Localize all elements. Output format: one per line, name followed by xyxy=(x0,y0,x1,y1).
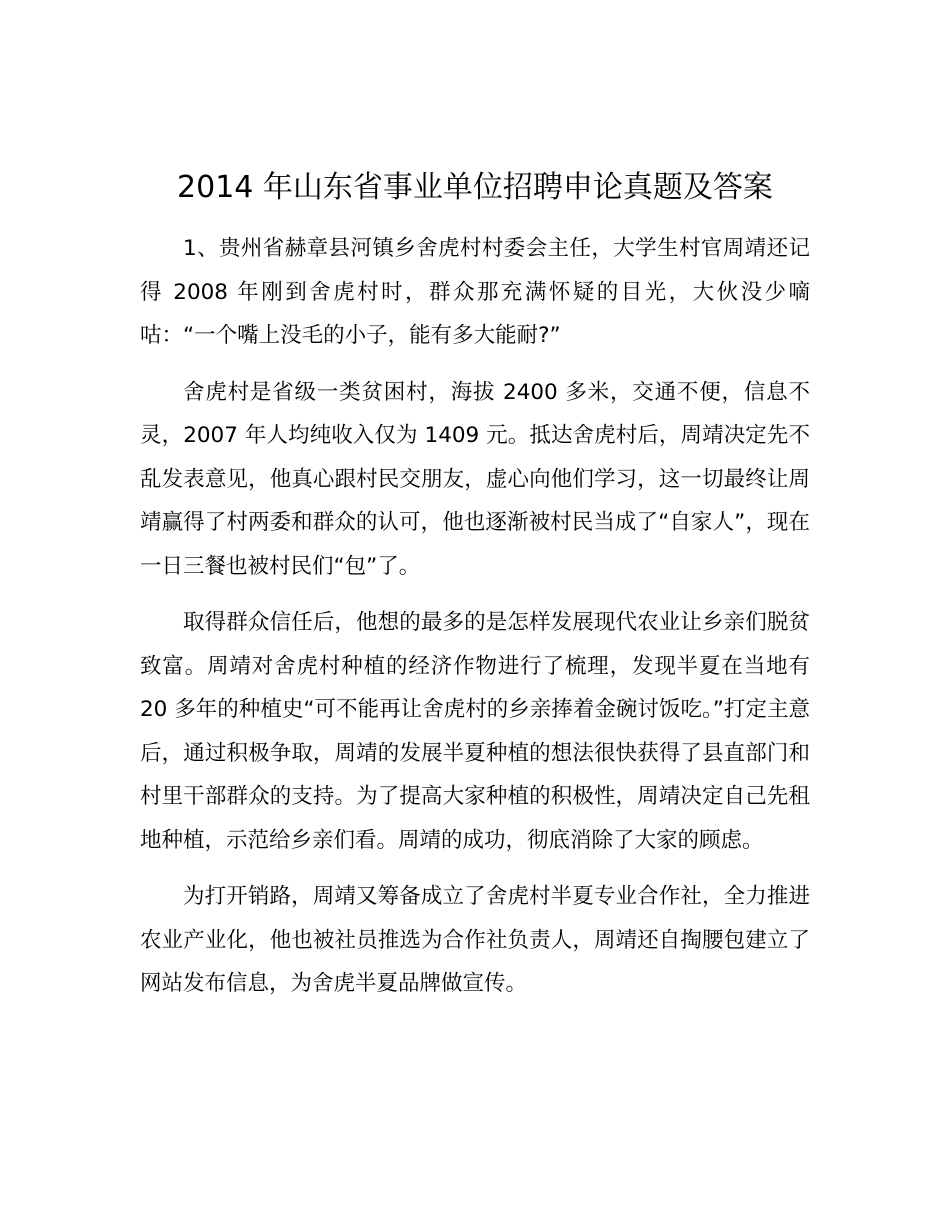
document-body xyxy=(140,227,810,1019)
paragraph-1: 1、贵州省赫章县河镇乡舍虎村村委会主任，大学生村官周靖还记得 2008 年刚到舍虎村时，群众那充满怀疑的目光，大伙没少嘀咕：“一个嘴上没毛的小子，能有多大能耐?” xyxy=(140,236,810,348)
paragraph-3: 取得群众信任后，他想的最多的是怎样发展现代农业让乡亲们脱贫致富。周靖对舍虎村种植的经济作物进行了梳理，发现半夏在当地有 20 多年的种植史“可不能再让舍虎村的乡亲捧着金碗讨饭吃。”打定主意后，通过积极争取，周靖的发展半夏种植的想法很快获得了县直部门和村里干部群众的支持。为了提高大家种植的积极性，周靖决定自己先租地种植，示范给乡亲们看。周靖的成功，彻底消除了大家的顾虑。 xyxy=(140,610,810,853)
paragraph-4: 为打开销路，周靖又筹备成立了舍虎村半夏专业合作社，全力推进农业产业化，他也被社员推选为合作社负责人，周靖还自掏腰包建立了网站发布信息，为舍虎半夏品牌做宣传。 xyxy=(140,884,810,996)
paragraph-2: 舍虎村是省级一类贫困村，海拔 2400 多米，交通不便，信息不灵，2007 年人均纯收入仅为 1409 元。抵达舍虎村后，周靖决定先不乱发表意见，他真心跟村民交朋友，虚心向他们学习，这一切最终让周靖赢得了村两委和群众的认可，他也逐渐被村民当成了“自家人”，现在一日三餐也被村民们“包”了。 xyxy=(140,379,810,579)
document-title: 2014 年山东省事业单位招聘申论真题及答案 xyxy=(177,170,773,205)
